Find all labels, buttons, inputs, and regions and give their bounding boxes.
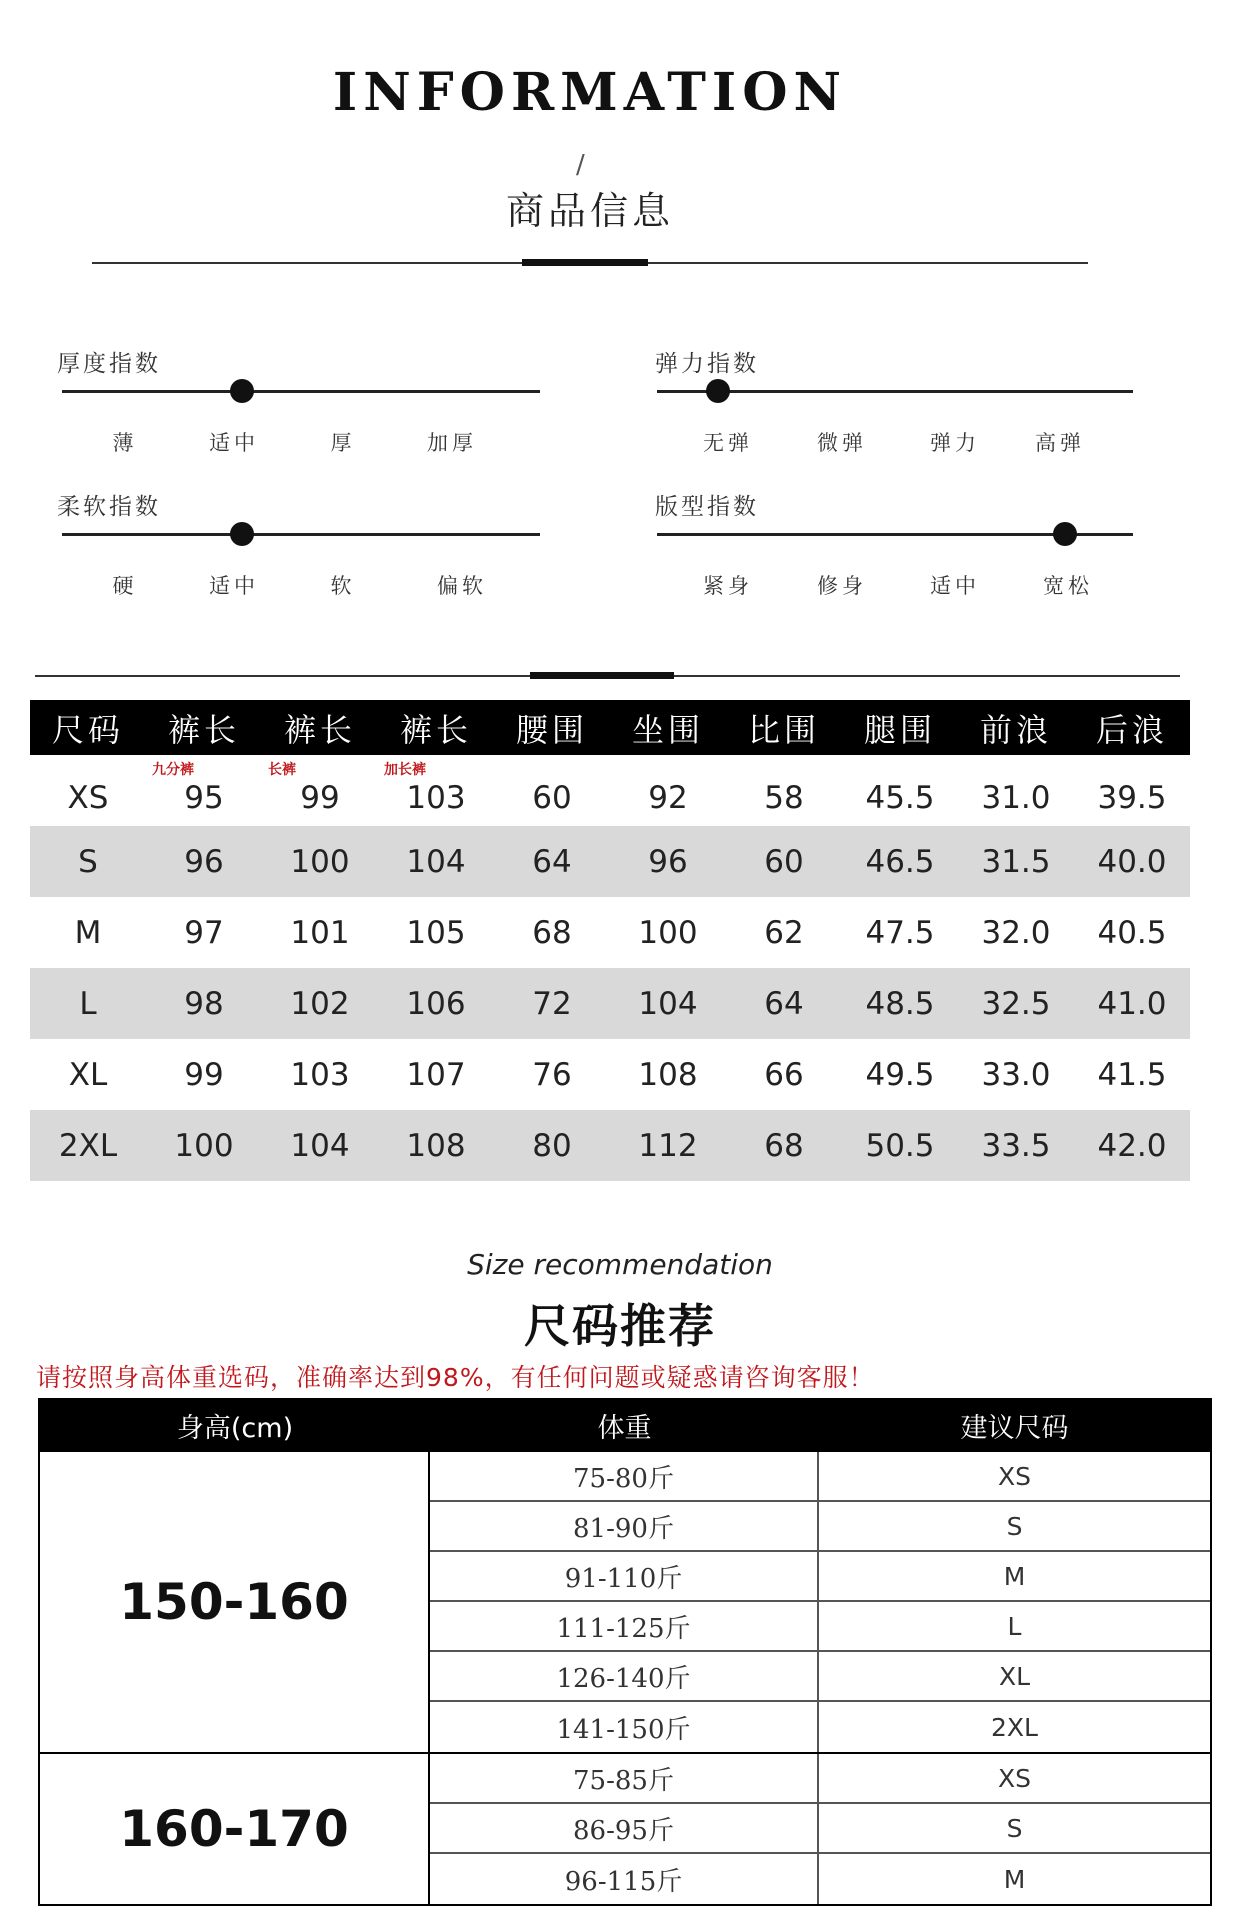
index-option-label: 适中: [930, 574, 980, 598]
size-table-cell: 102: [290, 985, 350, 1022]
recommended-size: XL: [998, 1661, 1031, 1691]
index-option-label: 适中: [209, 431, 259, 455]
index-marker: [706, 379, 730, 403]
size-table-cell: 60: [532, 779, 572, 816]
header-divider-accent: [522, 259, 648, 266]
size-table: [30, 700, 1190, 1181]
recommendation-row: [430, 1602, 1210, 1652]
recommendation-group: [40, 1754, 1210, 1906]
header-height: 身高(cm): [176, 1412, 294, 1444]
recommendation-row: [430, 1754, 1210, 1804]
size-table-header-cell: 坐围: [631, 710, 704, 749]
size-table-cell: 107: [406, 1056, 466, 1093]
recommendation-row: [430, 1702, 1210, 1752]
size-table-cell: L: [79, 985, 97, 1022]
size-table-subheader: 九分裤: [152, 762, 194, 778]
size-table-cell: 40.5: [1097, 914, 1167, 951]
size-table-cell: 108: [638, 1056, 698, 1093]
height-range: 150-160: [40, 1452, 430, 1752]
size-table-cell: 64: [764, 985, 804, 1022]
index-title: 版型指数: [655, 494, 759, 520]
header-weight: 体重: [597, 1412, 652, 1444]
size-table-cell: 104: [406, 843, 466, 880]
index-track: [62, 390, 540, 393]
recommendation-row: [430, 1452, 1210, 1502]
size-table-cell: 103: [290, 1056, 350, 1093]
index-option-label: 紧身: [703, 574, 753, 598]
size-table-cell: 32.5: [981, 985, 1051, 1022]
size-table-row: [30, 968, 1190, 1039]
index-option-label: 硬: [112, 574, 138, 598]
size-table-cell: 60: [764, 843, 804, 880]
recommended-size: XS: [998, 1763, 1031, 1793]
size-table-cell: 40.0: [1097, 843, 1167, 880]
size-table-cell: 31.5: [981, 843, 1051, 880]
index-title: 厚度指数: [57, 351, 161, 377]
size-table-cell: 2XL: [58, 1127, 118, 1164]
size-table-header-cell: 比围: [747, 710, 820, 749]
index-option-label: 修身: [817, 574, 867, 598]
index-option-label: 加厚: [427, 431, 477, 455]
size-table-cell: 49.5: [865, 1056, 935, 1093]
size-table-cell: 66: [764, 1056, 804, 1093]
size-table-header-cell: 腰围: [515, 710, 588, 749]
index-marker: [230, 379, 254, 403]
size-table-row: [30, 826, 1190, 897]
size-table-header-cell: 裤长: [399, 710, 472, 749]
recommended-size: XS: [998, 1461, 1031, 1491]
height-range: 160-170: [40, 1754, 430, 1904]
weight-range: 81-90斤: [430, 1502, 819, 1550]
index-option-label: 薄: [112, 431, 138, 455]
size-table-header-cell: 腿围: [863, 710, 936, 749]
size-table-cell: S: [78, 843, 98, 880]
size-table-cell: 106: [406, 985, 466, 1022]
size-table-header-cell: 裤长: [283, 710, 356, 749]
index-marker: [1053, 522, 1077, 546]
size-table-row: [30, 755, 1190, 826]
size-table-cell: 62: [764, 914, 804, 951]
size-table-cell: 41.5: [1097, 1056, 1167, 1093]
size-table-header: [30, 700, 1190, 755]
recommendation-row: [430, 1854, 1210, 1904]
size-table-cell: 92: [648, 779, 688, 816]
size-table-cell: 46.5: [865, 843, 935, 880]
index-option-label: 软: [330, 574, 356, 598]
index-option-label: 无弹: [703, 431, 753, 455]
title-slash: /: [576, 150, 585, 180]
size-table-header-cell: 裤长: [167, 710, 240, 749]
weight-range: 75-85斤: [430, 1754, 819, 1802]
weight-range: 111-125斤: [430, 1602, 819, 1650]
recommendation-row: [430, 1552, 1210, 1602]
size-table-cell: 100: [174, 1127, 234, 1164]
size-table-cell: 108: [406, 1127, 466, 1164]
size-table-cell: 105: [406, 914, 466, 951]
size-table-cell: 76: [532, 1056, 572, 1093]
size-table-cell: 41.0: [1097, 985, 1167, 1022]
size-table-cell: 100: [638, 914, 698, 951]
size-table-cell: 31.0: [981, 779, 1051, 816]
recommended-size: M: [1003, 1864, 1026, 1894]
weight-range: 75-80斤: [430, 1452, 819, 1500]
size-table-header-cell: 后浪: [1095, 710, 1168, 749]
section-divider-accent: [530, 672, 674, 679]
weight-range: 96-115斤: [430, 1854, 819, 1904]
recommendation-title-cn: 尺码推荐: [524, 1299, 716, 1353]
index-track: [62, 533, 540, 536]
index-option-label: 厚: [330, 431, 356, 455]
size-table-cell: 98: [184, 985, 224, 1022]
size-table-cell: 64: [532, 843, 572, 880]
recommended-size: 2XL: [991, 1712, 1038, 1742]
size-table-cell: 42.0: [1097, 1127, 1167, 1164]
index-option-label: 适中: [209, 574, 259, 598]
size-table-cell: 68: [764, 1127, 804, 1164]
size-table-cell: 32.0: [981, 914, 1051, 951]
size-table-cell: 100: [290, 843, 350, 880]
size-table-cell: 47.5: [865, 914, 935, 951]
size-table-cell: 39.5: [1097, 779, 1167, 816]
recommendation-title-en: Size recommendation: [467, 1248, 773, 1281]
recommendation-row: [430, 1804, 1210, 1854]
size-table-cell: 104: [290, 1127, 350, 1164]
size-table-cell: 103: [406, 779, 466, 816]
index-option-label: 弹力: [930, 431, 980, 455]
size-table-row: [30, 897, 1190, 968]
size-table-cell: 68: [532, 914, 572, 951]
recommendation-group: [40, 1452, 1210, 1754]
size-table-cell: 112: [638, 1127, 698, 1164]
size-table-cell: M: [74, 914, 102, 951]
size-table-cell: 99: [300, 779, 340, 816]
recommendation-table: [38, 1398, 1212, 1906]
size-table-cell: 33.0: [981, 1056, 1051, 1093]
size-table-cell: 96: [648, 843, 688, 880]
size-table-cell: 99: [184, 1056, 224, 1093]
size-table-cell: XS: [67, 779, 109, 816]
index-option-label: 高弹: [1035, 431, 1085, 455]
size-table-cell: 33.5: [981, 1127, 1051, 1164]
size-table-cell: 96: [184, 843, 224, 880]
index-title: 弹力指数: [655, 351, 759, 377]
recommended-size: S: [1006, 1511, 1023, 1541]
size-table-cell: 72: [532, 985, 572, 1022]
weight-range: 141-150斤: [430, 1702, 819, 1752]
page-subtitle: 商品信息: [505, 189, 674, 233]
size-table-row: [30, 1110, 1190, 1181]
index-option-label: 微弹: [817, 431, 867, 455]
size-table-header-cell: 尺码: [51, 710, 124, 749]
size-table-header-cell: 前浪: [979, 710, 1052, 749]
index-option-label: 宽松: [1043, 574, 1093, 598]
recommendation-row: [430, 1652, 1210, 1702]
weight-range: 126-140斤: [430, 1652, 819, 1700]
size-table-cell: 48.5: [865, 985, 935, 1022]
size-table-cell: 95: [184, 779, 224, 816]
header-size: 建议尺码: [960, 1412, 1069, 1444]
size-table-cell: 97: [184, 914, 224, 951]
size-table-cell: 45.5: [865, 779, 935, 816]
recommended-size: L: [1007, 1611, 1022, 1641]
index-marker: [230, 522, 254, 546]
size-table-cell: 50.5: [865, 1127, 935, 1164]
size-table-cell: 104: [638, 985, 698, 1022]
size-table-cell: 58: [764, 779, 804, 816]
size-table-cell: 101: [290, 914, 350, 951]
recommendation-row: [430, 1502, 1210, 1552]
page-title: INFORMATION: [332, 62, 848, 123]
size-table-row: [30, 1039, 1190, 1110]
size-table-cell: XL: [68, 1056, 108, 1093]
weight-range: 86-95斤: [430, 1804, 819, 1852]
index-option-label: 偏软: [437, 574, 487, 598]
index-title: 柔软指数: [57, 494, 161, 520]
size-table-subheader: 加长裤: [384, 762, 426, 778]
recommended-size: M: [1003, 1561, 1026, 1591]
recommendation-table-header: [40, 1398, 1210, 1452]
size-table-cell: 80: [532, 1127, 572, 1164]
recommended-size: S: [1006, 1813, 1023, 1843]
recommendation-note: 请按照身高体重选码，准确率达到98%，有任何问题或疑惑请咨询客服！: [36, 1363, 875, 1392]
weight-range: 91-110斤: [430, 1552, 819, 1600]
size-table-subheader: 长裤: [268, 762, 296, 778]
